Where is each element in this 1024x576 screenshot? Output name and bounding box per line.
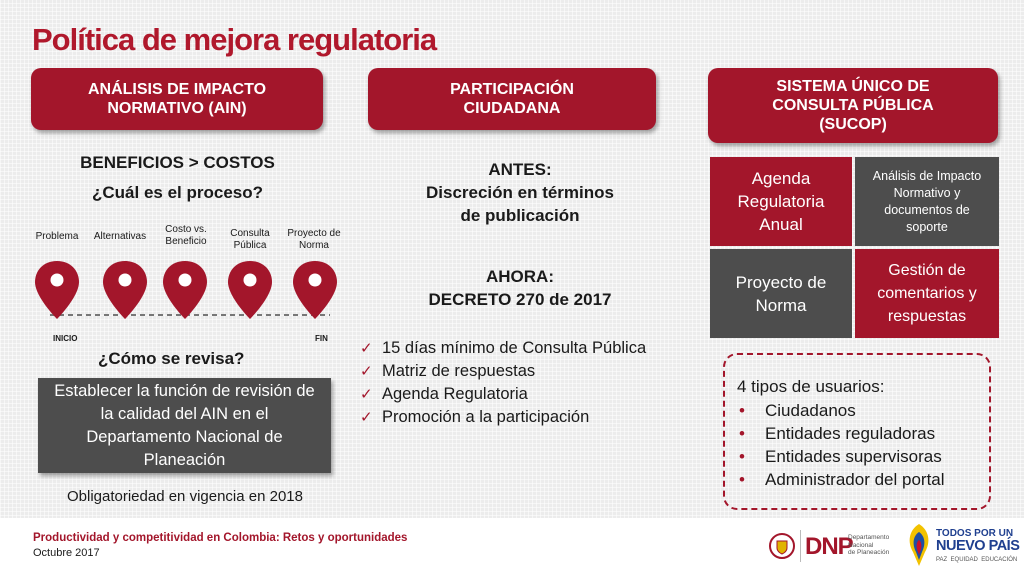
checklist-item: ✓ Matriz de respuestas: [360, 360, 705, 383]
checklist-item: ✓ 15 días mínimo de Consulta Pública: [360, 337, 705, 360]
checklist-item: ✓ Agenda Regulatoria: [360, 383, 705, 406]
sucop-header-line3: (SUCOP): [819, 116, 887, 133]
dnp-logo-subtext: Departamento Nacional de Planeación: [848, 534, 890, 556]
ain-review-box: [38, 378, 331, 473]
ahora-title: AHORA:: [486, 267, 554, 286]
nuevo-pais-emblem-icon: [903, 522, 935, 568]
antes-title: ANTES:: [488, 160, 552, 179]
ain-header-line1: ANÁLISIS DE IMPACTO: [87, 81, 267, 98]
sucop-header-line1: SISTEMA ÚNICO DE: [776, 78, 930, 95]
tile-proyecto-norma: Proyecto de Norma: [710, 249, 852, 338]
tile-agenda-regulatoria: Agenda Regulatoria Anual: [710, 157, 852, 246]
nuevo-pais-line3: PAZ EQUIDAD EDUCACIÓN: [936, 557, 1018, 563]
antes-text-line1: Discreción en términos: [425, 183, 614, 202]
ain-header-line2: NORMATIVO (AIN): [107, 100, 247, 117]
participacion-header-line1: PARTICIPACIÓN: [450, 81, 574, 98]
participacion-header: [368, 68, 656, 130]
ain-header: [31, 68, 323, 130]
check-icon: ✓: [360, 363, 373, 380]
obligatoriedad-note: Obligatoriedad en vigencia en 2018: [66, 488, 303, 505]
step-label-problema: Problema: [35, 231, 79, 242]
sucop-header: [708, 68, 998, 143]
step-label-costo-beneficio: Costo vs. Beneficio: [165, 224, 207, 247]
user-types-list: [737, 399, 989, 491]
map-pin-icon: [293, 261, 337, 319]
map-pin-icon: [163, 261, 207, 319]
participacion-header-line2: CIUDADANA: [463, 100, 561, 117]
step-label-consulta-publica: Consulta Pública: [230, 228, 270, 251]
beneficios-costos: BENEFICIOS > COSTOS: [80, 153, 275, 172]
proceso-question: ¿Cuál es el proceso?: [92, 183, 263, 202]
timeline-start-label: INICIO: [53, 334, 78, 343]
ain-review-text: Establecer la función de revisión de la calidad del AIN en el Departamento Nacional de Planeación: [54, 381, 315, 469]
footer-date: Octubre 2017: [33, 547, 100, 559]
map-pin-icon: [228, 261, 272, 319]
map-pin-icon: [35, 261, 79, 319]
check-icon: ✓: [360, 340, 373, 357]
bullet-icon: •: [739, 470, 745, 489]
list-item: • Ciudadanos: [739, 401, 856, 420]
bullet-icon: •: [739, 447, 745, 466]
user-types-box: [723, 353, 991, 510]
step-label-proyecto-norma: Proyecto de Norma: [287, 228, 341, 251]
dnp-logo: DNP: [805, 533, 853, 560]
check-icon: ✓: [360, 386, 373, 403]
bullet-icon: •: [739, 424, 745, 443]
nuevo-pais-line2: NUEVO PAÍS: [936, 538, 1020, 554]
footer-title: Productividad y competitividad en Colombia: Retos y oportunidades: [33, 532, 408, 544]
timeline-end-label: FIN: [315, 334, 328, 343]
ahora-decreto: DECRETO 270 de 2017: [428, 290, 612, 309]
page-title: Política de mejora regulatoria: [32, 22, 437, 57]
tile-analisis-impacto: Análisis de Impacto Normativo y documentos de soporte: [855, 157, 999, 246]
step-label-alternativas: Alternativas: [93, 231, 147, 242]
sucop-header-line2: CONSULTA PÚBLICA: [772, 97, 934, 114]
bullet-icon: •: [739, 401, 745, 420]
antes-text-line2: de publicación: [460, 206, 580, 225]
decreto-checklist: [360, 337, 705, 429]
map-pin-icon: [103, 261, 147, 319]
revisa-question: ¿Cómo se revisa?: [98, 349, 245, 368]
list-item: • Administrador del portal: [739, 470, 945, 489]
checklist-item: ✓ Promoción a la participación: [360, 406, 705, 429]
check-icon: ✓: [360, 409, 373, 426]
nuevo-pais-line1: TODOS POR UN: [936, 528, 1014, 539]
tile-gestion-comentarios: Gestión de comentarios y respuestas: [855, 249, 999, 338]
list-item: • Entidades reguladoras: [739, 424, 936, 443]
process-timeline: [30, 255, 350, 335]
coat-of-arms-icon: [768, 532, 796, 560]
dnp-divider: [800, 530, 801, 562]
list-item: • Entidades supervisoras: [739, 447, 942, 466]
user-types-title: 4 tipos de usuarios:: [737, 377, 885, 396]
